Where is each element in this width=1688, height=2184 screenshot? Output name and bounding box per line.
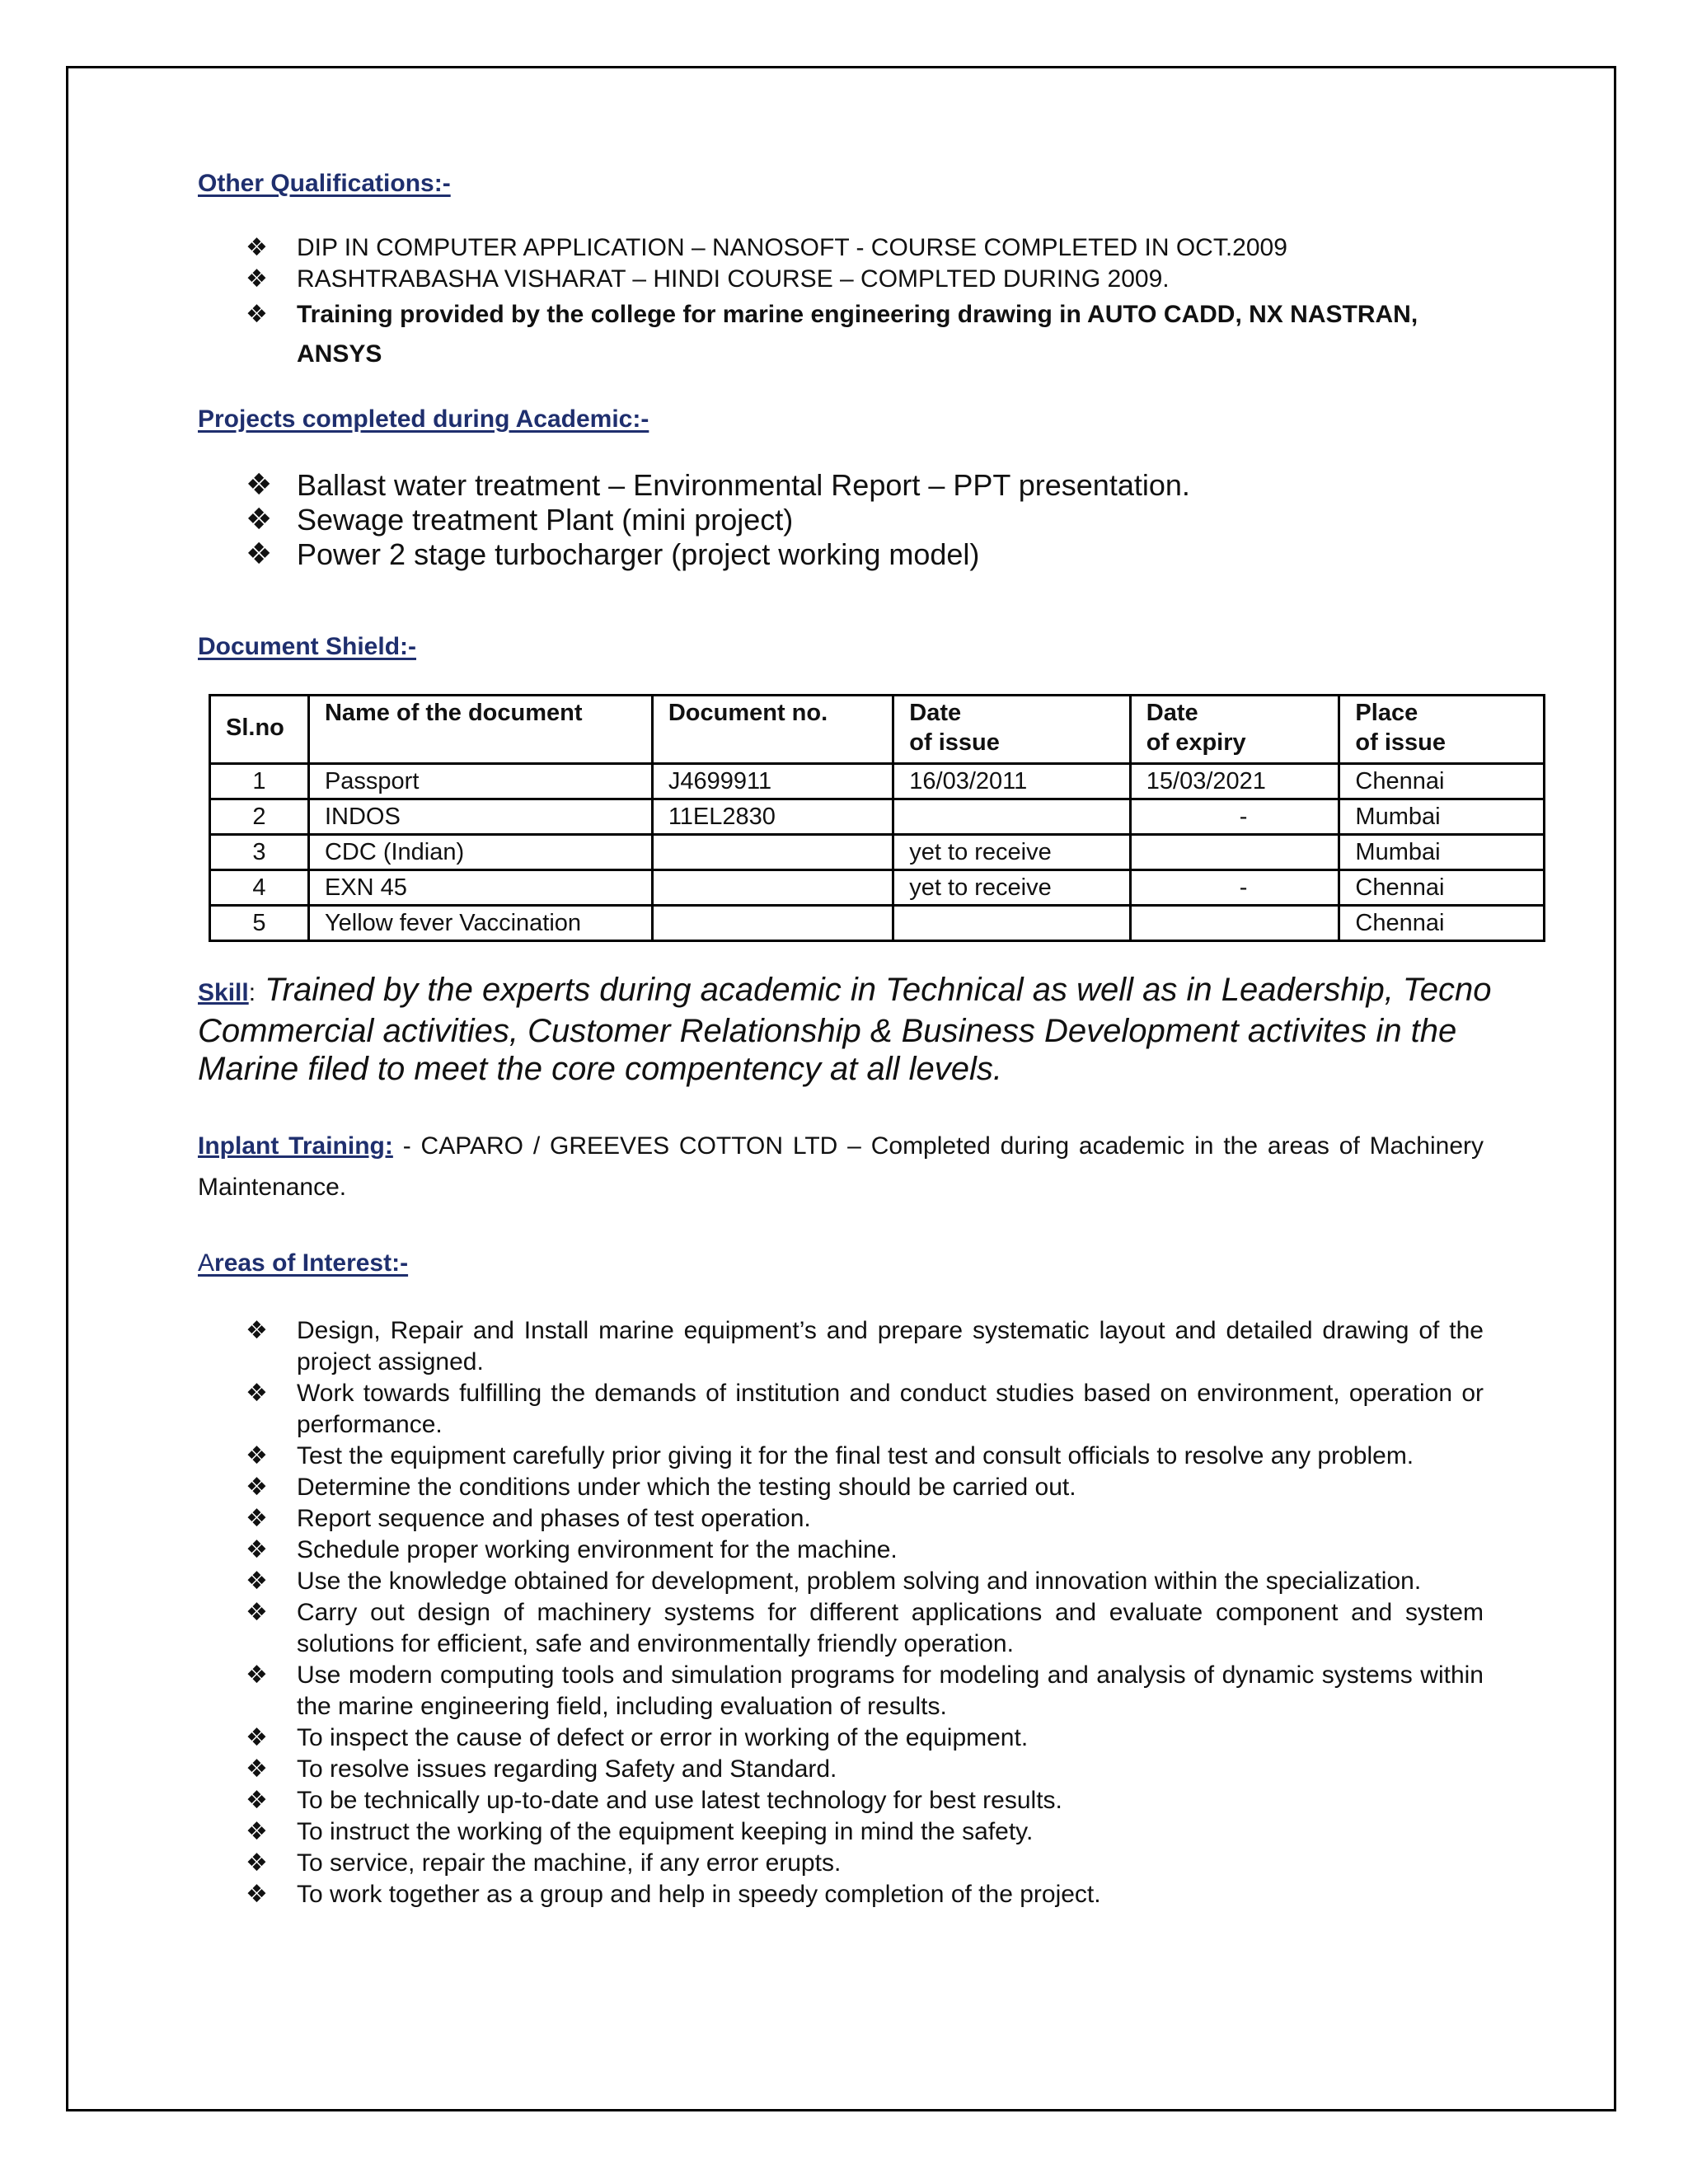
col-header-issue: Date of issue (893, 696, 1130, 764)
bullet-diamond-icon: ❖ (246, 1598, 268, 1627)
list-item: ❖ Design, Repair and Install marine equipment’s and prepare systematic layout and detailed drawing of the project assigned. (246, 1316, 1484, 1376)
inplant-text: - CAPARO / GREEVES COTTON LTD – Completed during academic in the areas of Machinery Maintenance. (198, 1132, 1484, 1201)
bullet-diamond-icon: ❖ (246, 1880, 268, 1909)
list-item: ❖ Report sequence and phases of test operation. (246, 1504, 811, 1533)
cell-name: INDOS (308, 799, 652, 835)
list-item: ❖ Sewage treatment Plant (mini project) (246, 503, 794, 537)
bullet-diamond-icon: ❖ (246, 1817, 268, 1846)
bullet-diamond-icon: ❖ (246, 300, 268, 329)
cell-place: Mumbai (1339, 835, 1545, 870)
bullet-diamond-icon: ❖ (246, 503, 273, 537)
bullet-diamond-icon: ❖ (246, 1755, 268, 1783)
cell-place: Chennai (1339, 906, 1545, 941)
col-header-expiry: Date of expiry (1130, 696, 1339, 764)
list-item: ❖ Power 2 stage turbocharger (project working model) (246, 537, 980, 571)
bullet-diamond-icon: ❖ (246, 1661, 268, 1690)
other-qualifications-list (246, 232, 1482, 374)
cell-number: J4699911 (652, 764, 893, 799)
list-item: ❖ Ballast water treatment – Environmental Report – PPT presentation. (246, 468, 1190, 502)
cell-name: Yellow fever Vaccination (308, 906, 652, 941)
bullet-diamond-icon: ❖ (246, 1723, 268, 1752)
list-item: ❖ Test the equipment carefully prior giving it for the final test and consult officials to resolve any problem. (246, 1441, 1414, 1470)
cell-expiry: - (1130, 799, 1339, 835)
cell-slno: 3 (210, 835, 309, 870)
col-header-slno: Sl.no (210, 696, 309, 764)
cell-expiry (1130, 906, 1339, 941)
cell-issue (893, 799, 1130, 835)
cell-issue: yet to receive (893, 835, 1130, 870)
table-row (210, 870, 1545, 906)
cell-issue: 16/03/2011 (893, 764, 1130, 799)
list-item: ❖ Use the knowledge obtained for development, problem solving and innovation within the specialization. (246, 1567, 1422, 1596)
cell-expiry: 15/03/2021 (1130, 764, 1339, 799)
col-header-place: Place of issue (1339, 696, 1545, 764)
cell-name: CDC (Indian) (308, 835, 652, 870)
cell-expiry: - (1130, 870, 1339, 906)
bullet-diamond-icon: ❖ (246, 1316, 268, 1345)
other-qualifications-heading: Other Qualifications:- (198, 170, 451, 197)
table-row (210, 906, 1545, 941)
cell-name: Passport (308, 764, 652, 799)
list-item: ❖ To work together as a group and help in speedy completion of the project. (246, 1880, 1101, 1909)
table-row (210, 799, 1545, 835)
col-header-name: Name of the document (308, 696, 652, 764)
cell-slno: 4 (210, 870, 309, 906)
cell-slno: 1 (210, 764, 309, 799)
document-table (209, 694, 1545, 942)
bullet-diamond-icon: ❖ (246, 468, 273, 502)
bullet-diamond-icon: ❖ (246, 233, 268, 262)
table-header-row (210, 696, 1545, 764)
list-item: ❖ RASHTRABASHA VISHARAT – HINDI COURSE – COMPLTED DURING 2009. (246, 265, 1170, 293)
col-header-number: Document no. (652, 696, 893, 764)
list-item: ❖ DIP IN COMPUTER APPLICATION – NANOSOFT - COURSE COMPLETED IN OCT.2009 (246, 233, 1287, 262)
cell-slno: 2 (210, 799, 309, 835)
cell-place: Mumbai (1339, 799, 1545, 835)
areas-of-interest-list (246, 1315, 1484, 1910)
list-item: ❖ Schedule proper working environment for the machine. (246, 1535, 898, 1564)
bullet-diamond-icon: ❖ (246, 1504, 268, 1533)
list-item: ❖ To instruct the working of the equipment keeping in mind the safety. (246, 1817, 1034, 1846)
cell-place: Chennai (1339, 870, 1545, 906)
list-item: ❖ Carry out design of machinery systems for different applications and evaluate component and system solutions for efficient, safe and environmentally friendly operation. (246, 1598, 1484, 1657)
table-row (210, 764, 1545, 799)
bullet-diamond-icon: ❖ (246, 265, 268, 293)
bullet-diamond-icon: ❖ (246, 1379, 268, 1408)
skill-colon: : (248, 979, 256, 1006)
skill-text: Trained by the experts during academic in Technical as well as in Leadership, Tecno Commercial activities, Customer Relationship & Business Development activites in the Marine filed to meet the core compentency at all levels. (198, 972, 1492, 1087)
bullet-diamond-icon: ❖ (246, 537, 273, 571)
list-item: ❖ Training provided by the college for marine engineering drawing in AUTO CADD, NX NASTRAN, ANSYS (246, 295, 1482, 374)
list-item: ❖ Work towards fulfilling the demands of institution and conduct studies based on environment, operation or performance. (246, 1379, 1484, 1438)
document-shield-heading: Document Shield:- (198, 633, 417, 660)
bullet-diamond-icon: ❖ (246, 1441, 268, 1470)
list-item: ❖ Determine the conditions under which the testing should be carried out. (246, 1473, 1076, 1502)
list-item: ❖ To be technically up-to-date and use latest technology for best results. (246, 1786, 1062, 1815)
bullet-diamond-icon: ❖ (246, 1786, 268, 1815)
inplant-label: Inplant Training: (198, 1132, 393, 1160)
bullet-diamond-icon: ❖ (246, 1567, 268, 1596)
cell-issue: yet to receive (893, 870, 1130, 906)
areas-of-interest-heading: Areas of Interest:- (198, 1249, 409, 1277)
cell-number (652, 870, 893, 906)
cell-number (652, 906, 893, 941)
bullet-diamond-icon: ❖ (246, 1473, 268, 1502)
list-item: ❖ Use modern computing tools and simulation programs for modeling and analysis of dynamic systems within the marine engineering field, including evaluation of results. (246, 1661, 1484, 1720)
list-item: ❖ To service, repair the machine, if any error erupts. (246, 1849, 842, 1877)
cell-issue (893, 906, 1130, 941)
bullet-diamond-icon: ❖ (246, 1849, 268, 1877)
table-row (210, 835, 1545, 870)
skill-paragraph (198, 971, 1517, 1088)
skill-label: Skill (198, 979, 249, 1006)
cell-expiry (1130, 835, 1339, 870)
cell-number (652, 835, 893, 870)
bullet-diamond-icon: ❖ (246, 1535, 268, 1564)
cell-number: 11EL2830 (652, 799, 893, 835)
list-item: ❖ To resolve issues regarding Safety and Standard. (246, 1755, 837, 1783)
list-item: ❖ To inspect the cause of defect or error in working of the equipment. (246, 1723, 1029, 1752)
cell-slno: 5 (210, 906, 309, 941)
projects-list (246, 468, 1482, 572)
cell-place: Chennai (1339, 764, 1545, 799)
cell-name: EXN 45 (308, 870, 652, 906)
inplant-paragraph (198, 1126, 1484, 1208)
projects-heading: Projects completed during Academic:- (198, 405, 649, 433)
